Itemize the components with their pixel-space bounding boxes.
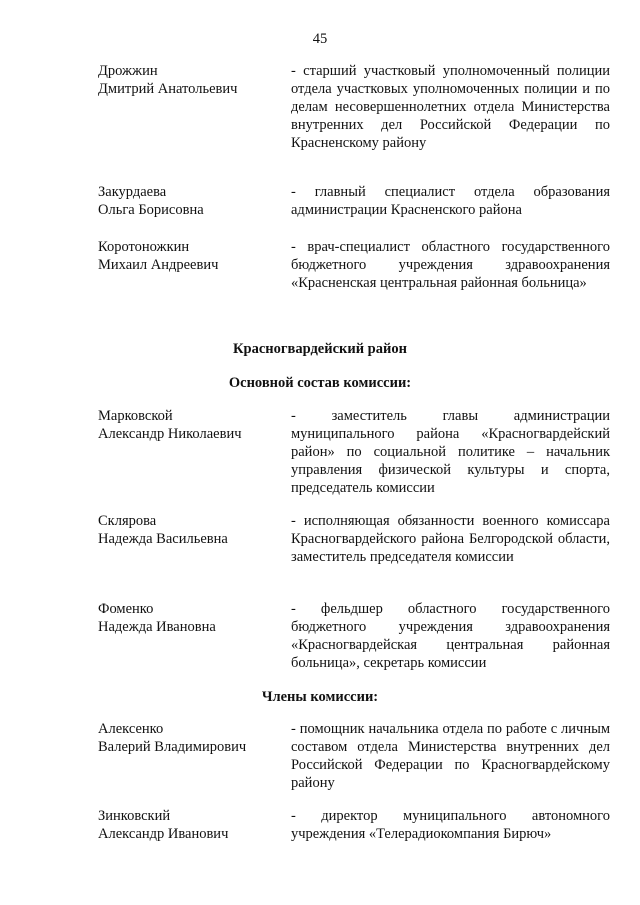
person-surname: Склярова [98,513,157,529]
person-surname: Закурдаева [98,184,167,200]
person-position: - старший участковый уполномоченный полиции отдела участковых уполномоченных полиции и по делам несовершеннолетних отдела Министерства внутренних дел Российской Федерации по Красненскому району [291,63,610,151]
person-surname: Марковской [98,408,173,424]
person-position: - директор муниципального автономного учреждения «Телерадиокомпания Бирюч» [291,808,610,842]
person-name [98,407,288,443]
members-heading: Члены комиссии: [261,689,379,705]
person-surname: Зинковский [98,808,171,824]
person-given-names: Надежда Ивановна [98,619,216,635]
page-number: 45 [312,31,328,47]
person-given-names: Надежда Васильевна [98,531,228,547]
person-surname: Фоменко [98,601,154,617]
person-given-names: Александр Иванович [98,826,229,842]
person-given-names: Валерий Владимирович [98,739,247,755]
person-given-names: Александр Николаевич [98,426,242,442]
person-position: - помощник начальника отдела по работе с личным составом отдела Министерства внутренних дел Российской Федерации по Красногвардейскому району [291,721,610,791]
person-surname: Алексенко [98,721,164,737]
person-position: - фельдшер областного государственного бюджетного учреждения здравоохранения «Красногвардейская центральная районная больница», секретарь комиссии [291,601,610,671]
person-position: - заместитель главы администрации муниципального района «Красногвардейский район» по социальной политике – начальник управления физической культуры и спорта, председатель комиссии [291,408,610,496]
person-name [98,62,288,98]
person-name [98,807,288,843]
person-name [98,600,288,636]
person-given-names: Дмитрий Анатольевич [98,81,238,97]
person-surname: Коротоножкин [98,239,190,255]
person-surname: Дрожжин [98,63,158,79]
person-position: - врач-специалист областного государственного бюджетного учреждения здравоохранения «Красненская центральная районная больница» [291,239,610,291]
person-name [98,238,288,274]
person-given-names: Ольга Борисовна [98,202,204,218]
person-name [98,512,288,548]
person-name [98,720,288,756]
person-name [98,183,288,219]
person-position: - исполняющая обязанности военного комиссара Красногвардейского района Белгородской области, заместитель председателя комиссии [291,513,610,565]
main-composition-heading: Основной состав комиссии: [228,375,412,391]
person-position: - главный специалист отдела образования администрации Красненского района [291,184,610,218]
person-given-names: Михаил Андреевич [98,257,219,273]
district-heading: Красногвардейский район [233,341,407,357]
